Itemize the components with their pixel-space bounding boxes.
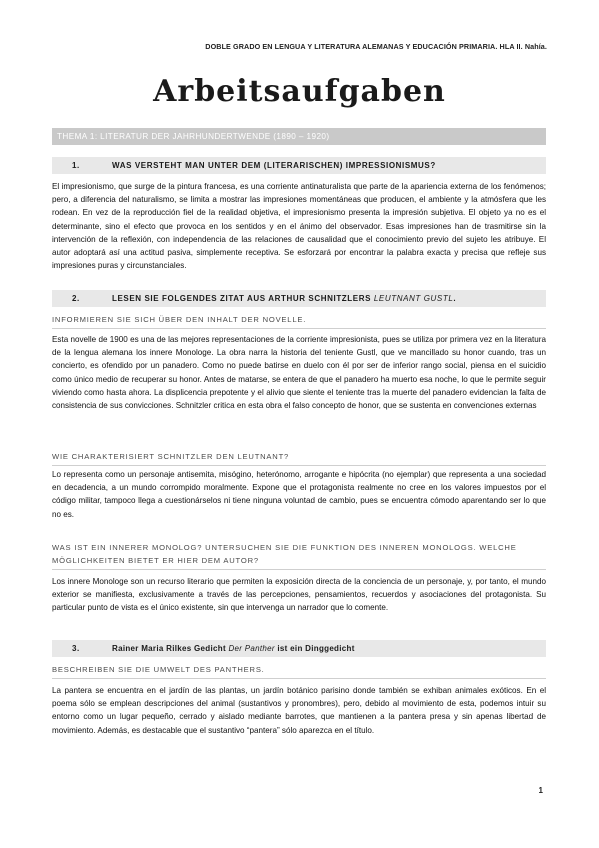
question-3-text: Rainer Maria Rilkes Gedicht Der Panther ist ein Dinggedicht (112, 644, 355, 653)
question-2c-subheading: WAS IST EIN INNERER MONOLOG? UNTERSUCHEN SIE DIE FUNKTION DES INNEREN MONOLOGS. WELCHE MÖGLICHKEITEN BIETET ER HIER DEM AUTOR? (52, 541, 546, 570)
question-1-number: 1. (72, 161, 80, 170)
question-2b-answer: Lo representa como un personaje antisemita, misógino, heterónomo, arrogante e hipócrita (no ejemplar) que representa a una sociedad en decadencia, a un mundo corrompido moralmente. Expone que el protagonista realmente no cree en los valores impuestos por el código militar, tampoco llega a cuestionárselos ni tiene ninguna voluntad de cambio, pues se encuentra cómodo aparentando ser lo que no es. (52, 470, 546, 519)
page-title: Arbeitsaufgaben (153, 74, 446, 109)
question-3-title-italic: Der Panther (228, 644, 275, 653)
question-2-text: LESEN SIE FOLGENDES ZITAT AUS ARTHUR SCHNITZLERS LEUTNANT GUSTL. (112, 294, 457, 303)
question-2a-subheading: INFORMIEREN SIE SICH ÜBER DEN INHALT DER NOVELLE. (52, 313, 546, 329)
question-1-answer: El impresionismo, que surge de la pintura francesa, es una corriente antinaturalista que parte de la apariencia externa de los fenómenos; pero, a diferencia del naturalismo, se limita a mostrar las impresiones momentáneas que producen, el ambiente y la atmósfera que les rodean. En vez de la reproducción fiel de la realidad objetiva, el impresionismo presenta la impresión subjetiva. El objeto ya no es el determinante, sino el efecto que provoca en los sentidos y en el ánimo del observador. Esas impresiones han de trasmitirse sin la intervención de la reflexión, con independencia de las relaciones de causalidad que el conocimiento previo del sujeto les atribuye. El autor adoptará así una actitud pasiva, simplemente receptiva. Se esforzará por encontrar la palabra exacta y precisa que refleje sus impresiones puras y circunstanciales. (52, 182, 546, 271)
question-3a-answer: La pantera se encuentra en el jardín de las plantas, un jardín botánico parisino donde también se exhiban animales exóticos. En el poema sólo se emplean descripciones del animal (sustantivos y pronombres), pero, debido al movimiento de esta, podemos intuir su entorno como un lugar pequeño, cerrado y aislado mediante barrotes, que mantienen a la pantera presa y sin apenas libertad de movimiento. Además, es destacable que el sustantivo “pantera” sólo aparezca en el título. (52, 686, 546, 735)
question-3a-subheading: BESCHREIBEN SIE DIE UMWELT DES PANTHERS. (52, 663, 546, 679)
theme-heading: THEMA 1: LITERATUR DER JAHRHUNDERTWENDE (1890 – 1920) (52, 128, 546, 145)
page-number: 1 (538, 786, 543, 795)
question-1-text: WAS VERSTEHT MAN UNTER DEM (LITERARISCHEN) IMPRESSIONISMUS? (112, 161, 436, 170)
question-1-heading (52, 157, 546, 174)
course-header: DOBLE GRADO EN LENGUA Y LITERATURA ALEMANAS Y EDUCACIÓN PRIMARIA. HLA II. Nahía. (205, 42, 547, 51)
question-2a-answer: Esta novelle de 1900 es una de las mejores representaciones de la corriente impresionista, pues se utiliza por primera vez en la literatura de la lengua alemana los innere Monologe. La obra narra la historia del teniente Gustl, que ve mancillado su honor cuando, tras un concierto, es ofendido por un panadero. Como no puede batirse en duelo con él por ser de inferior rango social, piensa en el suicidio como único medio de recuperar su honor. Antes de matarse, se entera de que el panadero ha muerto esa noche, lo que le permite seguir viviendo como hasta ahora. La displicencia prepotente y el alivio que siente el teniente tras la muerte del panadero evidencian la falta de consistencia de sus convicciones. Schnitzler critica en esta obra el falso concepto de honor, que se sustenta en convenciones externas (52, 335, 546, 411)
question-2b-subheading: WIE CHARAKTERISIERT SCHNITZLER DEN LEUTNANT? (52, 450, 546, 466)
question-2c-answer: Los innere Monologe son un recurso literario que permiten la exposición directa de la conciencia de un personaje, y, por tanto, el mundo exterior se manifiesta, exclusivamente a través de las percepciones, pensamientos, recuerdos y asociaciones del protagonista. Su particular punto de vista es el único existente, sin que intervenga un narrador que lo comente. (52, 577, 546, 613)
question-2-title-italic: LEUTNANT GUSTL (373, 294, 454, 303)
question-3-number: 3. (72, 644, 80, 653)
question-2-heading (52, 290, 546, 307)
question-2-number: 2. (72, 294, 80, 303)
question-3-heading (52, 640, 546, 657)
